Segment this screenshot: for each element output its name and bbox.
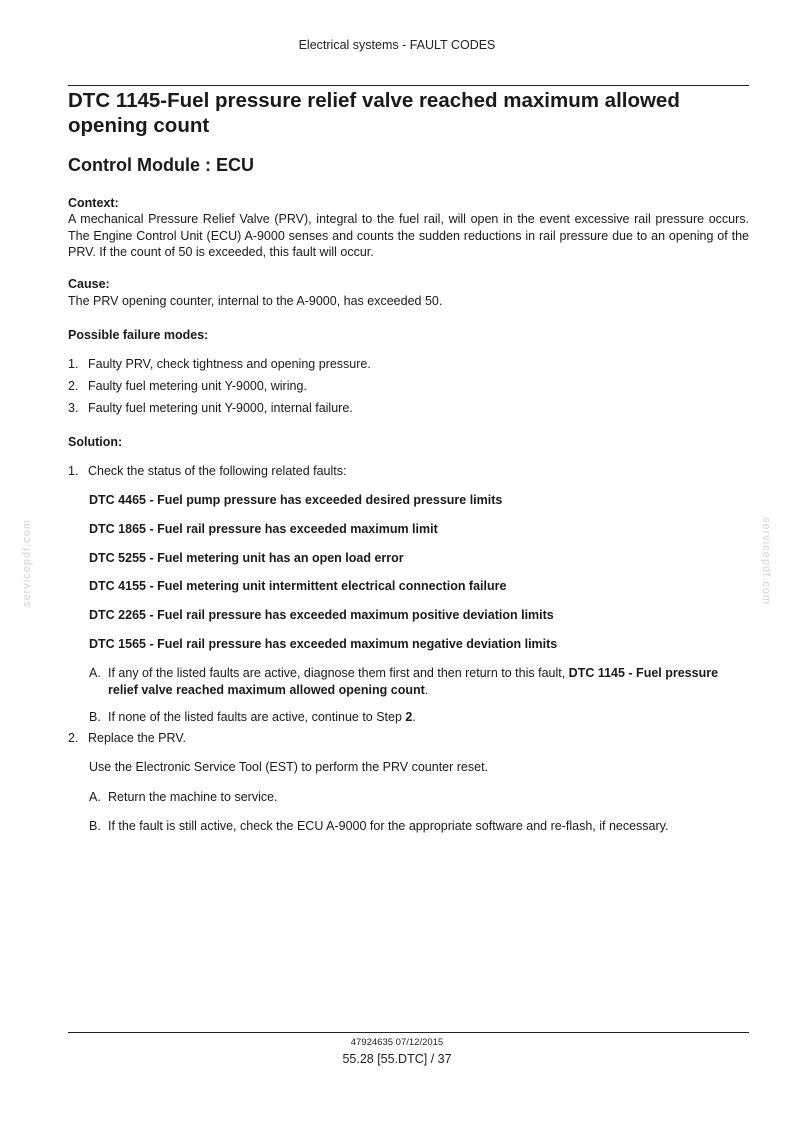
related-fault: DTC 5255 - Fuel metering unit has an open load error	[89, 551, 404, 565]
substep-text-plain: If any of the listed faults are active, diagnose them first and then return to this fault,	[108, 666, 569, 680]
context-label: Context:	[68, 196, 119, 210]
list-item-number: 1.	[68, 357, 79, 371]
substep-text-bold: 2	[405, 710, 413, 724]
list-item-text: Faulty fuel metering unit Y-9000, internal failure.	[88, 401, 353, 415]
substep-letter: B.	[89, 710, 101, 724]
solution-step-2	[68, 731, 186, 745]
list-item-number: 2.	[68, 379, 79, 393]
list-item-text: Faulty fuel metering unit Y-9000, wiring.	[88, 379, 307, 393]
solution-step-1	[68, 464, 346, 478]
substep-text: If the fault is still active, check the ECU A-9000 for the appropriate software and re-flash, if necessary.	[108, 819, 669, 833]
step-text: Check the status of the following related faults:	[88, 464, 347, 478]
related-fault: DTC 4155 - Fuel metering unit intermittent electrical connection failure	[89, 579, 507, 593]
substep-text-end: .	[412, 710, 416, 724]
watermark-right: servicepdf.com	[760, 517, 772, 605]
step-1-substep-a	[89, 665, 749, 698]
watermark-left: servicepdf.com	[21, 519, 33, 607]
substep-text-end: .	[424, 682, 429, 697]
substep-text-plain: If none of the listed faults are active, continue to Step	[108, 710, 406, 724]
related-fault: DTC 1865 - Fuel rail pressure has exceeded maximum limit	[89, 522, 438, 536]
list-item	[68, 401, 353, 415]
step-1-substep-b	[89, 709, 749, 726]
substep-letter: A.	[89, 666, 101, 680]
control-module-heading: Control Module : ECU	[68, 155, 254, 175]
substep-text-bold: DTC 1145 - Fuel pressure relief valve reached maximum allowed opening count	[108, 666, 719, 697]
substep-letter: B.	[89, 819, 101, 833]
step-2-substep-a	[89, 789, 749, 806]
step-2-note: Use the Electronic Service Tool (EST) to perform the PRV counter reset.	[89, 760, 489, 774]
footer-page-number: 55.28 [55.DTC] / 37	[342, 1052, 452, 1066]
footer-doc-id: 47924635 07/12/2015	[350, 1037, 444, 1048]
context-text: A mechanical Pressure Relief Valve (PRV), integral to the fuel rail, will open in the event excessive rail pressure occurs. The Engine Control Unit (ECU) A-9000 senses and counts the sudden reductions in rail pressure due to an opening of the PRV. If the count of 50 is exceeded, this fault will occur.	[68, 212, 749, 259]
step-2-substep-b	[89, 818, 749, 835]
substep-text	[108, 709, 749, 726]
page-header: Electrical systems - FAULT CODES	[298, 38, 496, 52]
header-divider	[68, 85, 749, 86]
footer-divider	[68, 1032, 749, 1033]
solution-label: Solution:	[68, 435, 123, 449]
list-item	[68, 379, 307, 393]
list-item-number: 3.	[68, 401, 79, 415]
substep-text: Return the machine to service.	[108, 790, 278, 804]
step-text: Replace the PRV.	[88, 731, 186, 745]
substep-letter: A.	[89, 790, 101, 804]
step-number: 2.	[68, 731, 79, 745]
cause-text: The PRV opening counter, internal to the A-9000, has exceeded 50.	[68, 294, 443, 308]
step-number: 1.	[68, 464, 79, 478]
page-title: DTC 1145-Fuel pressure relief valve reached maximum allowed opening count	[68, 89, 680, 137]
failure-modes-label: Possible failure modes:	[68, 328, 209, 342]
list-item-text: Faulty PRV, check tightness and opening pressure.	[88, 357, 371, 371]
related-fault: DTC 2265 - Fuel rail pressure has exceeded maximum positive deviation limits	[89, 608, 554, 622]
related-fault: DTC 4465 - Fuel pump pressure has exceeded desired pressure limits	[89, 493, 503, 507]
substep-text	[108, 665, 749, 698]
cause-label: Cause:	[68, 277, 110, 291]
list-item	[68, 357, 371, 371]
related-fault: DTC 1565 - Fuel rail pressure has exceeded maximum negative deviation limits	[89, 637, 558, 651]
